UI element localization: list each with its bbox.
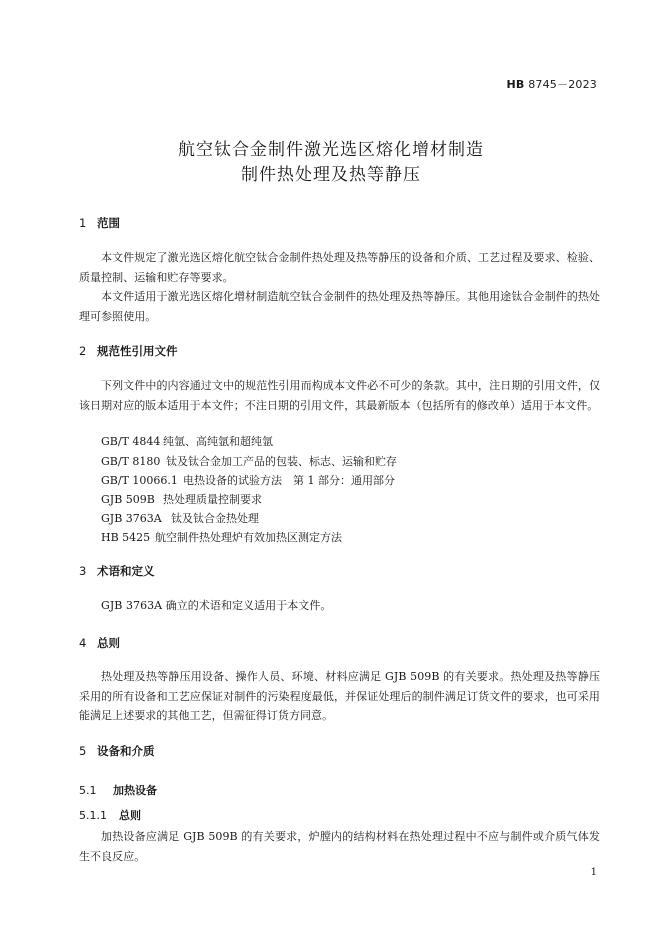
section-5-1-heading: 5.1 加热设备 [79,784,157,797]
reference-item: GB/T 8180 钛及钛合金加工产品的包装、标志、运输和贮存 [101,455,397,468]
reference-item: GJB 509B 热处理质量控制要求 [101,493,262,506]
page-number: 1 [590,867,597,878]
document-title-line-1: 航空钛合金制件激光选区熔化增材制造 [178,140,484,160]
reference-item: HB 5425 航空制件热处理炉有效加热区测定方法 [101,531,342,544]
section-1-paragraph-2: 本文件适用于激光选区熔化增材制造航空钛合金制件的热处理及热等静压。其他用途钛合金制件的热处理可参照使用。 [79,290,600,323]
section-1-paragraph-1: 本文件规定了激光选区熔化航空钛合金制件热处理及热等静压的设备和介质、工艺过程及要求、检验、质量控制、运输和贮存等要求。 [79,251,600,284]
standard-number: HB 8745－2023 [506,78,597,91]
section-4-paragraph-1: 热处理及热等静压用设备、操作人员、环境、材料应满足 GJB 509B 的有关要求。热处理及热等静压采用的所有设备和工艺应保证对制件的污染程度最低，并保证处理后的制件满足订货文件的要求，也可采用能满足上述要求的其他工艺，但需征得订货方同意。 [79,670,600,722]
section-1-heading: 1 范围 [79,216,120,230]
document-title-line-2: 制件热处理及热等静压 [241,165,421,185]
section-4-heading: 4 总则 [79,636,120,650]
reference-item: GB/T 4844 纯氩、高纯氩和超纯氩 [101,435,273,448]
section-5-1-1-paragraph-1: 加热设备应满足 GJB 509B 的有关要求，炉膛内的结构材料在热处理过程中不应与制件或介质气体发生不良反应。 [79,830,600,863]
section-5-1-1-heading: 5.1.1 总则 [79,809,141,822]
reference-item: GB/T 10066.1 电热设备的试验方法 第 1 部分：通用部分 [101,474,395,487]
reference-item: GJB 3763A 钛及钛合金热处理 [101,512,259,525]
section-5-heading: 5 设备和介质 [79,744,155,758]
section-2-paragraph-1: 下列文件中的内容通过文中的规范性引用而构成本文件必不可少的条款。其中，注日期的引用文件，仅该日期对应的版本适用于本文件；不注日期的引用文件，其最新版本（包括所有的修改单）适用于本文件。 [79,379,600,412]
section-3-paragraph-1: GJB 3763A 确立的术语和定义适用于本文件。 [101,599,332,612]
section-2-heading: 2 规范性引用文件 [79,344,178,358]
section-3-heading: 3 术语和定义 [79,564,155,578]
